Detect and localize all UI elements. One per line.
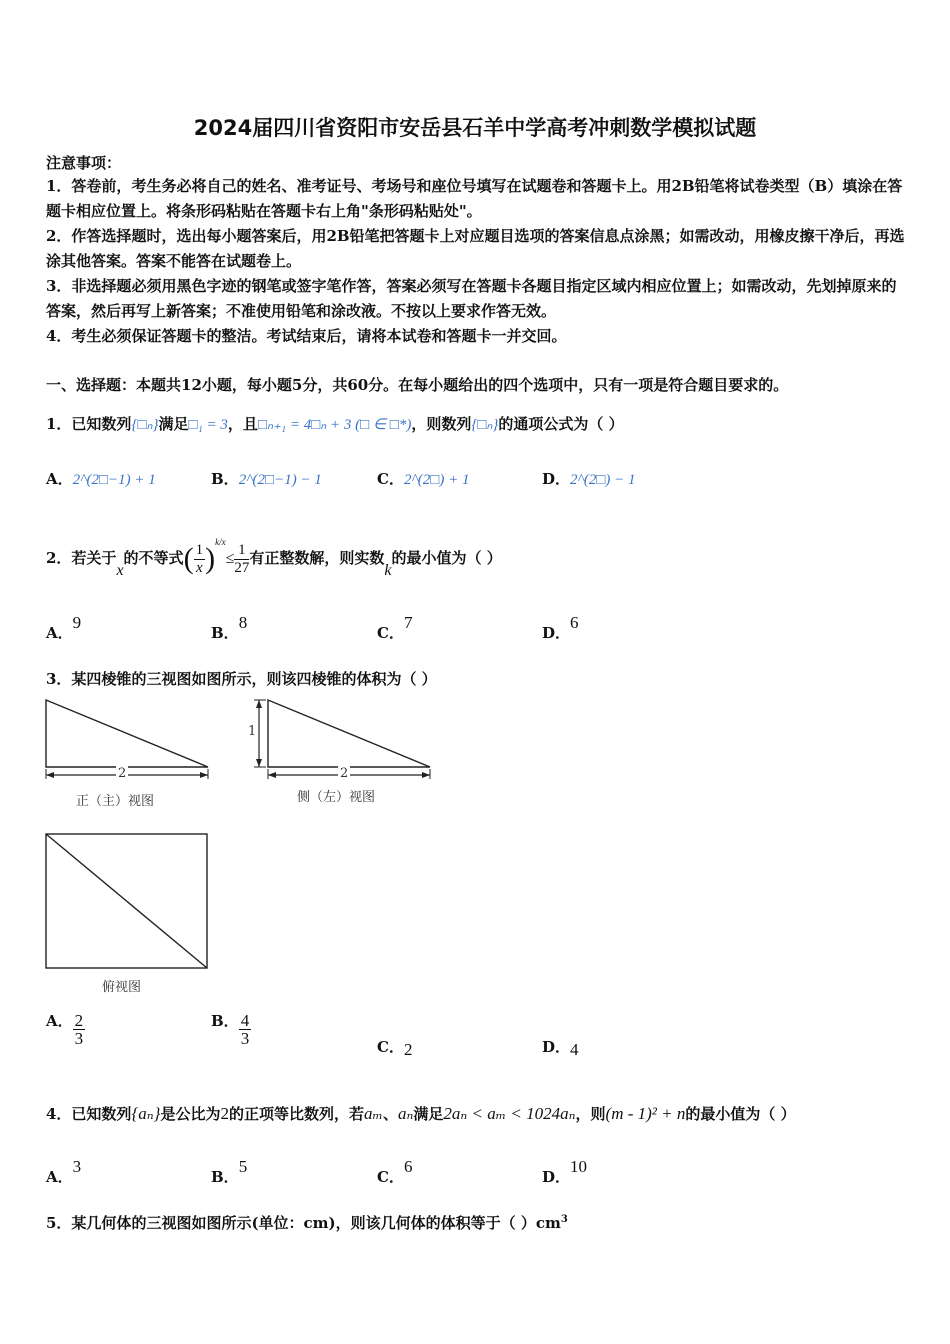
front-width-label: 2 bbox=[118, 766, 127, 781]
q4-inequality: 2aₙ < aₘ < 1024aₙ bbox=[443, 1104, 576, 1123]
q4-text-5: ，则 bbox=[575, 1105, 606, 1123]
q1-option-d[interactable]: D．2^(2□) − 1 bbox=[542, 470, 636, 488]
q5-superscript: 3 bbox=[560, 1214, 568, 1225]
q2-text-4: 的最小值为（ ） bbox=[391, 549, 502, 567]
page-title: 2024届四川省资阳市安岳县石羊中学高考冲刺数学模拟试题 bbox=[193, 116, 757, 140]
q2-rhs-fraction: $\frac{1}{27}$ bbox=[234, 541, 250, 576]
q2-var-k: k bbox=[384, 562, 392, 579]
q2-text-1: 2．若关于 bbox=[46, 549, 117, 567]
q1-text-1: 1．已知数列 bbox=[46, 415, 132, 433]
q1-text-3: ，且 bbox=[227, 415, 258, 433]
question-1 bbox=[46, 413, 624, 434]
q4-ratio: 2 bbox=[220, 1104, 229, 1123]
q4-option-c-value: 6 bbox=[403, 1157, 413, 1176]
q3-option-b[interactable]: B． $\frac{4}{3}$ bbox=[211, 1011, 250, 1048]
q1-option-d-value: 2^(2□) − 1 bbox=[570, 472, 636, 488]
q1-option-a[interactable]: A．2^(2□−1) + 1 bbox=[46, 470, 156, 488]
q4-option-b[interactable]: B．5 bbox=[211, 1157, 248, 1186]
q1-recurrence: □ₙ₊₁ = 4□ₙ + 3 (□ ∈ □*) bbox=[257, 417, 412, 433]
q5-text: 5．某几何体的三视图如图所示(单位：cm)，则该几何体的体积等于（ ）cm bbox=[46, 1214, 561, 1232]
question-5 bbox=[46, 1212, 568, 1233]
q3-option-b-value: $\frac{4}{3}$ bbox=[240, 1011, 250, 1048]
q4-option-b-value: 5 bbox=[238, 1157, 248, 1176]
notice-item-3: 3．非选择题必须用黑色字迹的钢笔或签字笔作答，答案必须写在答题卡各题目指定区域内相应位置上；如需改动，先划掉原来的答案，然后再写上新答案；不准使用铅笔和涂改液。不按以上要求作答无效。 bbox=[46, 277, 897, 320]
q3-option-c-value: 2 bbox=[403, 1040, 413, 1059]
q2-option-a-value: 9 bbox=[72, 613, 82, 632]
q1-initial-condition: □₁ = 3 bbox=[188, 417, 228, 433]
q3-option-a-value: $\frac{2}{3}$ bbox=[74, 1011, 84, 1048]
question-4 bbox=[46, 1100, 796, 1128]
q4-option-c[interactable]: C．6 bbox=[377, 1157, 413, 1186]
notice-item-2: 2．作答选择题时，选出每小题答案后，用2B铅笔把答题卡上对应题目选项的答案信息点涂黑；如需改动，用橡皮擦干净后，再选涂其他答案。答案不能答在试题卷上。 bbox=[46, 227, 905, 270]
notice-item-1: 1．答卷前，考生务必将自己的姓名、准考证号、考场号和座位号填写在试题卷和答题卡上。用2B铅笔将试卷类型（B）填涂在答题卡相应位置上。将条形码粘贴在答题卡右上角"条形码粘贴处"。 bbox=[46, 177, 903, 220]
q1-sequence-2: {□ₙ} bbox=[471, 417, 499, 433]
q3-option-d[interactable]: D．4 bbox=[542, 1038, 579, 1059]
q4-text-4: 满足 bbox=[413, 1105, 444, 1123]
q4-text-2: 是公比为 bbox=[160, 1105, 221, 1123]
q4-am: aₘ bbox=[364, 1104, 383, 1123]
q4-option-a-value: 3 bbox=[72, 1157, 82, 1176]
q4-text-6: 的最小值为（ ） bbox=[685, 1105, 796, 1123]
q2-option-b-value: 8 bbox=[238, 613, 248, 632]
notice-heading: 注意事项： bbox=[46, 154, 122, 172]
q2-text-2: 的不等式 bbox=[123, 549, 184, 567]
q3-option-a[interactable]: A． $\frac{2}{3}$ bbox=[46, 1011, 84, 1048]
section-heading: 一、选择题：本题共12小题，每小题5分，共60分。在每小题给出的四个选项中，只有一项是符合题目要求的。 bbox=[46, 376, 789, 394]
q2-option-c-value: 7 bbox=[403, 613, 413, 632]
q1-option-a-value: 2^(2□−1) + 1 bbox=[72, 472, 156, 488]
q4-text-1: 4．已知数列 bbox=[46, 1105, 132, 1123]
q4-option-d-value: 10 bbox=[570, 1157, 588, 1176]
question-3: 3．某四棱锥的三视图如图所示，则该四棱锥的体积为（ ） bbox=[46, 670, 437, 688]
q1-text-4: ，则数列 bbox=[411, 415, 472, 433]
q2-option-d[interactable]: D．6 bbox=[542, 613, 579, 642]
q1-text-2: 满足 bbox=[158, 415, 189, 433]
q4-sep: 、 bbox=[382, 1105, 398, 1123]
q1-option-b[interactable]: B．2^(2□−1) − 1 bbox=[211, 470, 322, 488]
q4-expression: (m - 1)² + n bbox=[605, 1104, 686, 1123]
q2-var-x: x bbox=[116, 562, 124, 579]
question-2: 2．若关于x的不等式( $\frac{1}{x}$ )$^{k/x}$≤ $\frac{1}{27}$ 有正整数解，则实数k的最小值为（ ） bbox=[46, 537, 502, 579]
q4-text-3: 的正项等比数列，若 bbox=[228, 1105, 364, 1123]
q2-option-b[interactable]: B．8 bbox=[211, 613, 248, 642]
notice-item-4: 4．考生必须保证答题卡的整洁。考试结束后，请将本试卷和答题卡一并交回。 bbox=[46, 327, 567, 345]
q2-option-d-value: 6 bbox=[570, 613, 579, 632]
q3-option-c[interactable]: C．2 bbox=[377, 1038, 413, 1059]
q1-option-c[interactable]: C．2^(2□) + 1 bbox=[377, 470, 470, 488]
q1-option-b-value: 2^(2□−1) − 1 bbox=[238, 472, 322, 488]
top-view-caption: 俯视图 bbox=[102, 980, 142, 995]
side-height-label: 1 bbox=[248, 724, 257, 739]
top-view bbox=[40, 830, 215, 975]
q4-sequence: {aₙ} bbox=[131, 1104, 161, 1123]
q3-option-d-value: 4 bbox=[570, 1040, 579, 1059]
side-width-label: 2 bbox=[340, 766, 349, 781]
q1-text-5: 的通项公式为（ ） bbox=[498, 415, 624, 433]
q2-option-c[interactable]: C．7 bbox=[377, 613, 413, 642]
q2-option-a[interactable]: A．9 bbox=[46, 613, 82, 642]
q4-option-a[interactable]: A．3 bbox=[46, 1157, 82, 1186]
q1-option-c-value: 2^(2□) + 1 bbox=[403, 472, 470, 488]
q4-option-d[interactable]: D．10 bbox=[542, 1157, 588, 1186]
q2-text-3: 有正整数解，则实数 bbox=[249, 549, 385, 567]
q2-base-fraction: $\frac{1}{x}$ bbox=[195, 541, 204, 576]
side-view-caption: 侧（左）视图 bbox=[297, 790, 376, 805]
q2-exponent: k/x bbox=[215, 537, 226, 547]
q1-sequence: {□ₙ} bbox=[131, 417, 159, 433]
front-view-caption: 正（主）视图 bbox=[76, 794, 155, 809]
q4-an: aₙ bbox=[397, 1104, 414, 1123]
q2-le: ≤ bbox=[225, 550, 235, 567]
